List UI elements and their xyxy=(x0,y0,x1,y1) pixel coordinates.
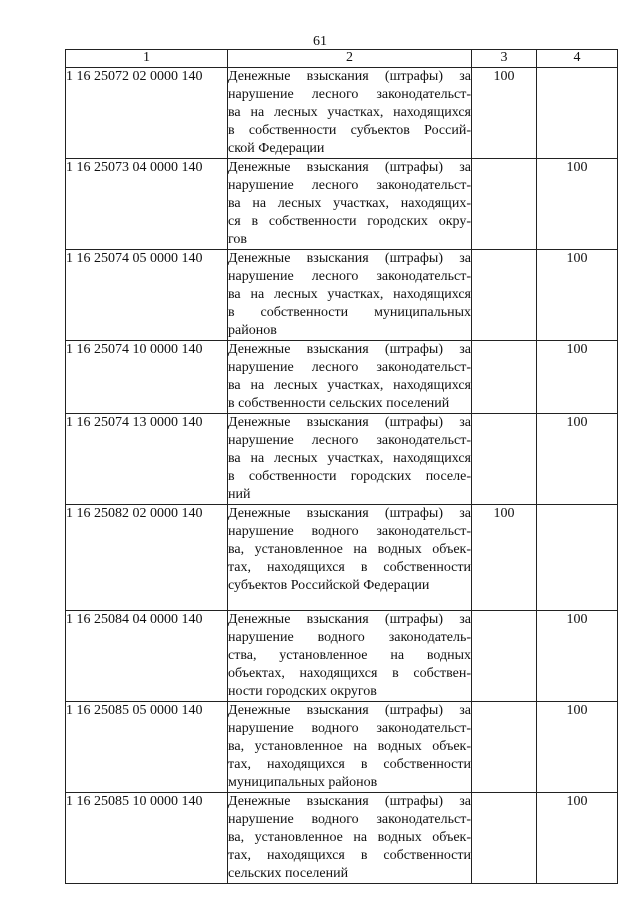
column-4-value: 100 xyxy=(537,793,618,884)
table-row xyxy=(66,68,618,159)
revenue-code-cell: 1 16 25084 04 0000 140 xyxy=(66,611,228,702)
description-line: ва, установленное на водных объек- xyxy=(228,739,471,754)
budget-classification-table xyxy=(65,49,618,884)
revenue-code-cell: 1 16 25074 05 0000 140 xyxy=(66,250,228,341)
revenue-code-cell: 1 16 25085 10 0000 140 xyxy=(66,793,228,884)
column-3-value: 100 xyxy=(472,505,537,611)
description-line: Денежные взыскания (штрафы) за xyxy=(228,251,471,266)
column-4-value xyxy=(537,505,618,611)
column-4-value: 100 xyxy=(537,341,618,414)
description-line: в собственности субъектов Россий- xyxy=(228,123,471,138)
column-3-value xyxy=(472,793,537,884)
description-line: нарушение лесного законодательст- xyxy=(228,433,471,448)
column-3-value xyxy=(472,159,537,250)
revenue-description-cell xyxy=(228,793,472,884)
description-line: нарушение водного законодатель- xyxy=(228,630,471,645)
description-line: нарушение водного законодательст- xyxy=(228,524,471,539)
column-4-value: 100 xyxy=(537,702,618,793)
column-4-value: 100 xyxy=(537,159,618,250)
description-line: Денежные взыскания (штрафы) за xyxy=(228,703,471,718)
description-line: в собственности сельских поселений xyxy=(228,396,450,411)
description-line: нарушение водного законодательст- xyxy=(228,812,471,827)
table-row xyxy=(66,414,618,505)
description-line: Денежные взыскания (штрафы) за xyxy=(228,69,471,84)
description-line: ва на лесных участках, находящихся xyxy=(228,105,471,120)
revenue-description-cell xyxy=(228,159,472,250)
description-line: ства, установленное на водных xyxy=(228,648,471,663)
column-4-value: 100 xyxy=(537,414,618,505)
page-number: 61 xyxy=(313,34,327,49)
description-line: ся в собственности городских окру- xyxy=(228,214,471,229)
table-row xyxy=(66,250,618,341)
revenue-description-cell xyxy=(228,611,472,702)
column-3-value xyxy=(472,611,537,702)
revenue-description-cell xyxy=(228,414,472,505)
column-3-value xyxy=(472,250,537,341)
table-row xyxy=(66,159,618,250)
column-3-value xyxy=(472,414,537,505)
column-4-value xyxy=(537,68,618,159)
table-row xyxy=(66,611,618,702)
revenue-description-cell xyxy=(228,250,472,341)
description-line: ва, установленное на водных объек- xyxy=(228,830,471,845)
description-line: Денежные взыскания (штрафы) за xyxy=(228,160,471,175)
description-line: тах, находящихся в собственности xyxy=(228,757,471,772)
description-line: субъектов Российской Федерации xyxy=(228,578,430,593)
description-line: сельских поселений xyxy=(228,866,349,881)
table-row xyxy=(66,702,618,793)
description-line: муниципальных районов xyxy=(228,775,378,790)
revenue-description-cell xyxy=(228,341,472,414)
revenue-description-cell xyxy=(228,505,472,611)
description-line: нарушение водного законодательст- xyxy=(228,721,471,736)
revenue-description-cell xyxy=(228,68,472,159)
table-row xyxy=(66,505,618,611)
table-row xyxy=(66,793,618,884)
description-line: ва на лесных участках, находящихся xyxy=(228,451,471,466)
description-line: районов xyxy=(228,323,277,338)
column-4-value: 100 xyxy=(537,250,618,341)
description-line: нарушение лесного законодательст- xyxy=(228,269,471,284)
column-header-2: 2 xyxy=(228,50,472,68)
revenue-code-cell: 1 16 25074 13 0000 140 xyxy=(66,414,228,505)
column-3-value: 100 xyxy=(472,68,537,159)
description-line: нарушение лесного законодательст- xyxy=(228,178,471,193)
description-line: тах, находящихся в собственности xyxy=(228,560,471,575)
column-header-1: 1 xyxy=(66,50,228,68)
table-body xyxy=(66,68,618,884)
revenue-code-cell: 1 16 25072 02 0000 140 xyxy=(66,68,228,159)
description-line: Денежные взыскания (штрафы) за xyxy=(228,506,471,521)
description-line: ности городских округов xyxy=(228,684,377,699)
column-header-3: 3 xyxy=(472,50,537,68)
description-line: в собственности городских поселе- xyxy=(228,469,471,484)
description-line: ний xyxy=(228,487,251,502)
description-line: ва на лесных участках, находящихся xyxy=(228,287,471,302)
column-3-value xyxy=(472,702,537,793)
column-4-value: 100 xyxy=(537,611,618,702)
description-line: гов xyxy=(228,232,248,247)
revenue-code-cell: 1 16 25082 02 0000 140 xyxy=(66,505,228,611)
description-line: нарушение лесного законодательст- xyxy=(228,360,471,375)
revenue-description-cell xyxy=(228,702,472,793)
header-row xyxy=(66,50,618,68)
table-row xyxy=(66,341,618,414)
description-line: Денежные взыскания (штрафы) за xyxy=(228,794,471,809)
description-line: Денежные взыскания (штрафы) за xyxy=(228,612,471,627)
description-line: ской Федерации xyxy=(228,141,325,156)
description-line: ва на лесных участках, находящихся xyxy=(228,378,471,393)
column-header-4: 4 xyxy=(537,50,618,68)
description-line: нарушение лесного законодательст- xyxy=(228,87,471,102)
revenue-code-cell: 1 16 25073 04 0000 140 xyxy=(66,159,228,250)
description-line: Денежные взыскания (штрафы) за xyxy=(228,415,471,430)
description-line: объектах, находящихся в собствен- xyxy=(228,666,471,681)
description-line: в собственности муниципальных xyxy=(228,305,471,320)
description-line: ва, установленное на водных объек- xyxy=(228,542,471,557)
description-line: Денежные взыскания (штрафы) за xyxy=(228,342,471,357)
revenue-code-cell: 1 16 25074 10 0000 140 xyxy=(66,341,228,414)
description-line: тах, находящихся в собственности xyxy=(228,848,471,863)
revenue-code-cell: 1 16 25085 05 0000 140 xyxy=(66,702,228,793)
column-3-value xyxy=(472,341,537,414)
description-line: ва на лесных участках, находящих- xyxy=(228,196,471,211)
